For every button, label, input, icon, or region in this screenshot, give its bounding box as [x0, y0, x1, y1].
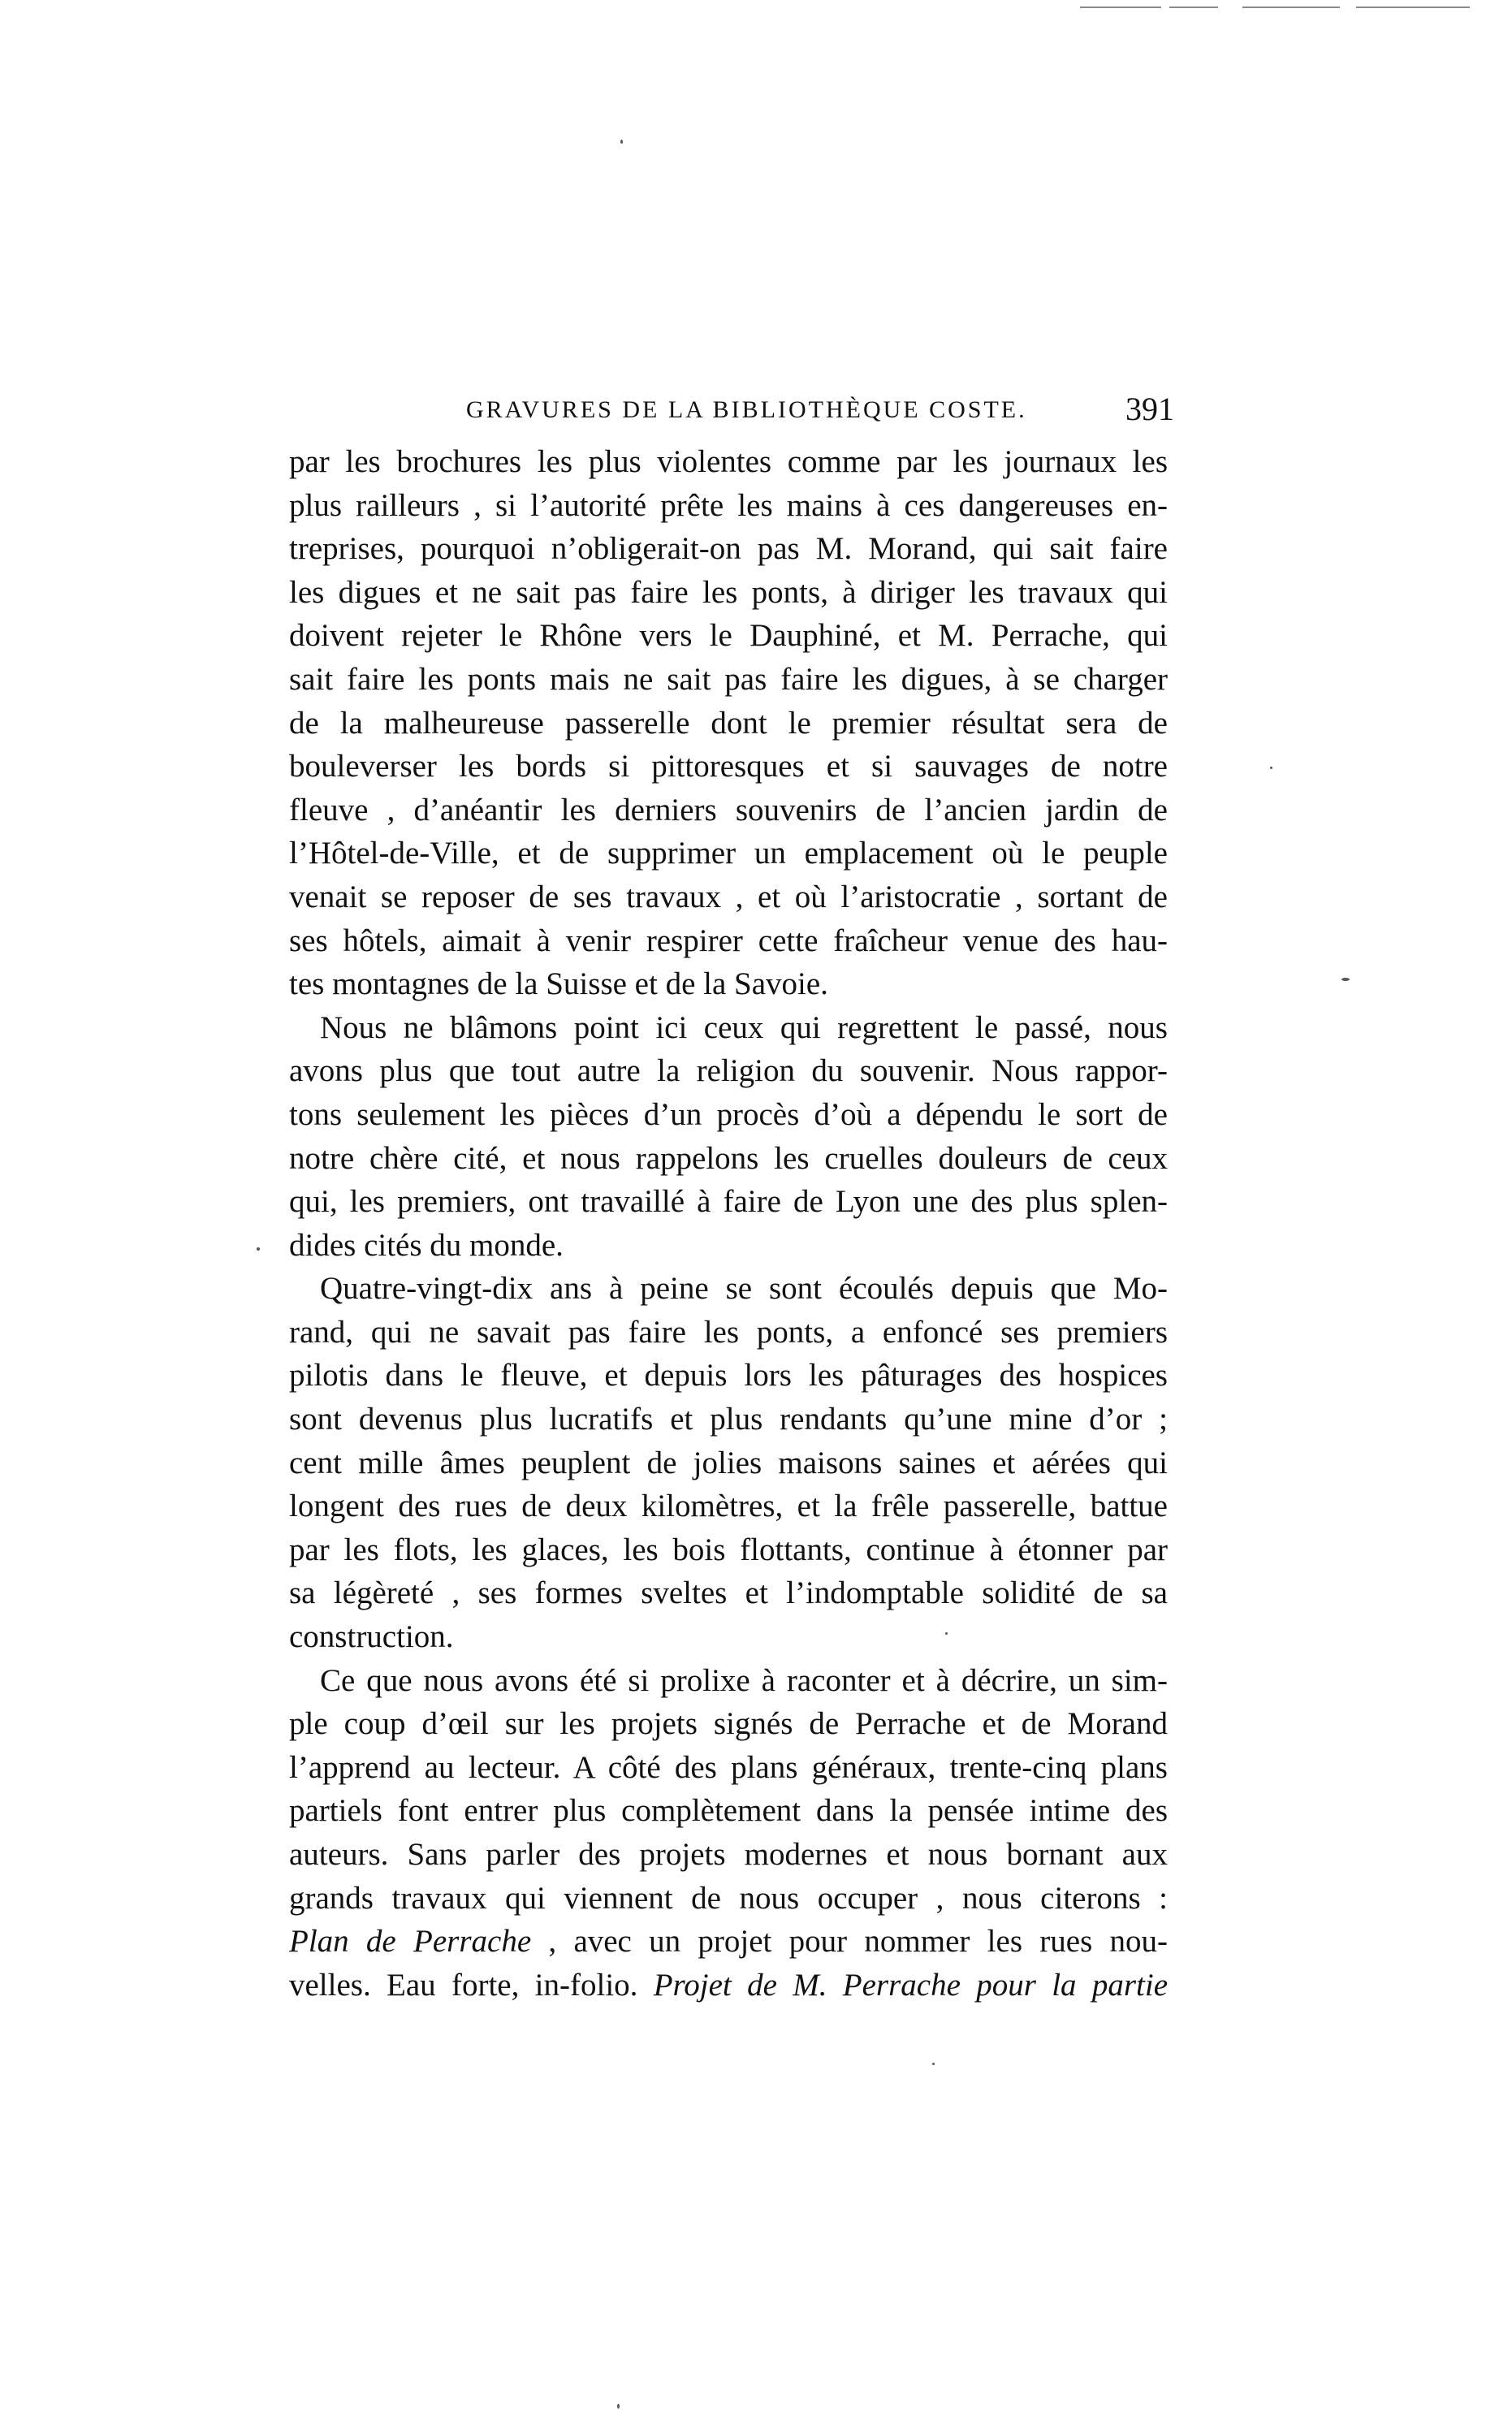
- text-line: velles. Eau forte, in-folio. Projet de M. Perrache pour la partie: [289, 1967, 1169, 2003]
- text-line: ple coup d’œil sur les projets signés de Perrache et de Morand: [289, 1706, 1168, 1742]
- text-line: de la malheureuse passerelle dont le premier résultat sera de: [289, 705, 1168, 741]
- scan-speck: [617, 2404, 620, 2409]
- scan-speck: [945, 1632, 948, 1635]
- text-line: pilotis dans le fleuve, et depuis lors les pâturages des hospices: [289, 1358, 1168, 1394]
- text-line: sa légèreté , ses formes sveltes et l’indomptable solidité de sa: [289, 1575, 1168, 1611]
- running-head: [289, 390, 1174, 439]
- text-line: qui, les premiers, ont travaillé à faire de Lyon une des plus splen-: [289, 1184, 1168, 1220]
- text-line: par les flots, les glaces, les bois flottants, continue à étonner par: [289, 1532, 1168, 1567]
- scan-edge-marks: [1080, 6, 1486, 9]
- text-line: les digues et ne sait pas faire les ponts, à diriger les travaux qui: [289, 574, 1168, 610]
- text-line: treprises, pourquoi n’obligerait-on pas M. Morand, qui sait faire: [289, 531, 1168, 567]
- text-line: dides cités du monde.: [289, 1227, 564, 1263]
- running-title: GRAVURES DE LA BIBLIOTHÈQUE COSTE.: [466, 396, 1027, 423]
- text-line: par les brochures les plus violentes comme par les journaux les: [289, 444, 1168, 479]
- italic-title: Plan de Perrache: [289, 1924, 532, 1960]
- body-text: [289, 440, 1168, 2007]
- text-line: plus railleurs , si l’autorité prête les mains à ces dangereuses en-: [289, 487, 1168, 523]
- text-line: ses hôtels, aimait à venir respirer cette fraîcheur venue des hau-: [289, 923, 1168, 958]
- scan-speck: [1341, 978, 1350, 981]
- text-line: rand, qui ne savait pas faire les ponts, a enfoncé ses premiers: [289, 1314, 1168, 1350]
- text-line: venait se reposer de ses travaux , et où l’aristocratie , sortant de: [289, 879, 1168, 914]
- text-line: avons plus que tout autre la religion du souvenir. Nous rappor-: [289, 1053, 1168, 1089]
- text-line: partiels font entrer plus complètement dans la pensée intime des: [289, 1793, 1168, 1829]
- text-line: tons seulement les pièces d’un procès d’où a dépendu le sort de: [289, 1096, 1168, 1132]
- text-line: Quatre-vingt-dix ans à peine se sont écoulés depuis que Mo-: [320, 1271, 1168, 1307]
- page-number: 391: [1125, 391, 1174, 427]
- text-line: grands travaux qui viennent de nous occuper , nous citerons :: [289, 1880, 1168, 1916]
- text-line: l’apprend au lecteur. A côté des plans généraux, trente-cinq plans: [289, 1749, 1168, 1785]
- text-line: Nous ne blâmons point ici ceux qui regrettent le passé, nous: [320, 1009, 1168, 1045]
- scan-speck: [620, 140, 623, 144]
- text-line: Ce que nous avons été si prolixe à raconter et à décrire, un sim-: [320, 1662, 1168, 1698]
- text-line: Plan de Perrache , avec un projet pour nommer les rues nou-: [289, 1924, 1169, 1960]
- text-line: auteurs. Sans parler des projets modernes et nous bornant aux: [289, 1837, 1168, 1872]
- text-line: bouleverser les bords si pittoresques et si sauvages de notre: [289, 749, 1168, 784]
- text-line: l’Hôtel-de-Ville, et de supprimer un emplacement où le peuple: [289, 836, 1168, 871]
- scan-speck: [1270, 767, 1272, 769]
- text-line: fleuve , d’anéantir les derniers souvenirs de l’ancien jardin de: [289, 792, 1168, 828]
- text-line: notre chère cité, et nous rappelons les cruelles douleurs de ceux: [289, 1140, 1168, 1176]
- text-line: construction.: [289, 1619, 454, 1655]
- text-line: sont devenus plus lucratifs et plus rendants qu’une mine d’or ;: [289, 1402, 1168, 1437]
- text-line: cent mille âmes peuplent de jolies maisons saines et aérées qui: [289, 1445, 1168, 1480]
- text-line: sait faire les ponts mais ne sait pas faire les digues, à se charger: [289, 661, 1168, 697]
- scan-speck: [257, 1247, 260, 1251]
- scan-speck: [932, 2063, 935, 2065]
- text-line: tes montagnes de la Suisse et de la Savoie.: [289, 966, 828, 1002]
- text-line: doivent rejeter le Rhône vers le Dauphiné, et M. Perrache, qui: [289, 618, 1168, 654]
- text-line: longent des rues de deux kilomètres, et la frêle passerelle, battue: [289, 1489, 1168, 1524]
- italic-title: Projet de M. Perrache pour la partie: [653, 1967, 1169, 2003]
